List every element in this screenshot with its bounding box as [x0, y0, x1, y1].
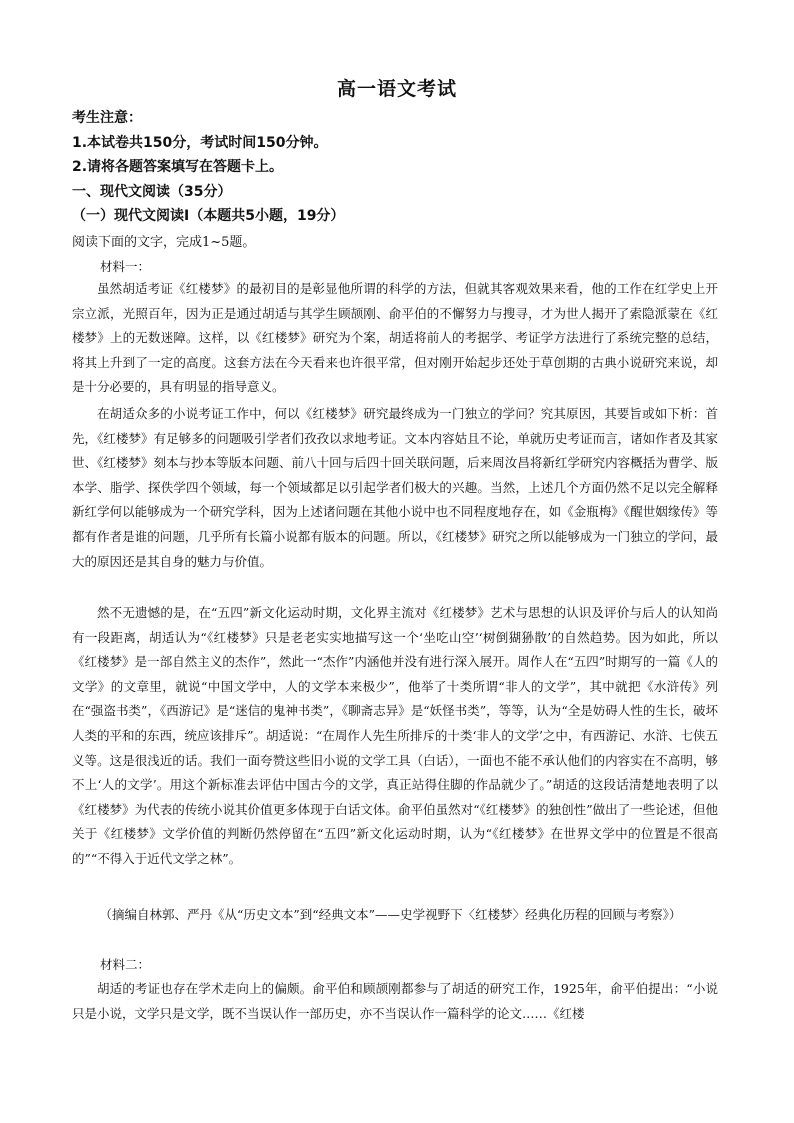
section-heading: 一、现代文阅读（35分） [72, 184, 232, 200]
material-1-paragraph-2: 在胡适众多的小说考证工作中，何以《红楼梦》研究最终成为一门独立的学问？究其原因，其要旨或如下析：首先，《红楼梦》有足够多的问题吸引学者们孜孜以求地考证。文本内容姑且不论，单就历史考证而言，诸如作者及其家世、《红楼梦》刻本与抄本等版本问题、前八十回与后四十回关联问题，后来周汝昌将新红学研究内容概括为曹学、版本学、脂学、探佚学四个领域，每一个领域都足以引起学者们极大的兴趣。当然，上述几个方面仍然不足以完全解释新红学何以能够成为一个研究学科，因为上述诸问题在其他小说中也不同程度地存在，如《金瓶梅》《醒世姻缘传》等都有作者是谁的问题，几乎所有长篇小说都有版本的问题。所以，《红楼梦》研究之所以能够成为一门独立的学问，最大的原因还是其自身的魅力与价值。 [72, 406, 718, 569]
exam-title: 高一语文考试 [336, 78, 457, 100]
subsection-heading: （一）现代文阅读Ⅰ（本题共5小题，19分） [72, 208, 345, 224]
material-2-paragraph-1: 胡适的考证也存在学术走向上的偏颇。俞平伯和顾颉刚都参与了胡适的研究工作，1925年，俞平伯提出：“小说只是小说，文学只是文学，既不当误认作一部历史，亦不当误认作一篇科学的论文……《红楼 [72, 981, 718, 1021]
reading-instruction: 阅读下面的文字，完成1~5题。 [72, 235, 256, 250]
material-1-paragraph-1: 虽然胡适考证《红楼梦》的最初目的是彰显他所谓的科学的方法，但就其客观效果来看，他的工作在红学史上开宗立派，光照百年，因为正是通过胡适与其学生顾颉刚、俞平伯的不懈努力与搜寻，才为世人揭开了索隐派蒙在《红楼梦》上的无数迷障。这样，以《红楼梦》研究为个案，胡适将前人的考据学、考证学方法进行了系统完整的总结，将其上升到了一定的高度。这套方法在今天看来也许很平常，但对刚开始起步还处于草创期的古典小说研究来说，却是十分必要的，具有明显的指导意义。 [72, 281, 718, 395]
material-1-source: （摘编自林郭、严丹《从“历史文本”到“经典文本”——史学视野下〈红楼梦〉经典化历程的回顾与考察》） [99, 907, 682, 922]
notice-heading: 考生注意： [72, 110, 142, 126]
notice-item-2: 2.请将各题答案填写在答题卡上。 [72, 159, 284, 175]
material-2-label: 材料二： [100, 957, 151, 972]
material-1-label: 材料一： [100, 259, 151, 274]
notice-item-1: 1.本试卷共150分，考试时间150分钟。 [72, 135, 328, 151]
material-1-paragraph-3: 然不无遗憾的是，在“五四”新文化运动时期，文化界主流对《红楼梦》艺术与思想的认识及评价与后人的认知尚有一段距离，胡适认为“《红楼梦》只是老老实实地描写这一个‘坐吃山空’‘树倒猢狲散’的自然趋势。因为如此，所以《红楼梦》是一部自然主义的杰作”，然此一“杰作”内涵他并没有进行深入展开。周作人在“五四”时期写的一篇《人的文学》的文章里，就说“中国文学中，人的文学本来极少”，他举了十类所谓“非人的文学”，其中就把《水浒传》列在“强盗书类”，《西游记》是“迷信的鬼神书类”，《聊斋志异》是“妖怪书类”，等等，认为“全是妨碍人性的生长，破坏人类的平和的东西，统应该排斥”。胡适说：“在周作人先生所排斥的十类‘非人的文学’之中，有西游记、水浒、七侠五义等。这是很浅近的话。我们一面夸赞这些旧小说的文学工具（白话），一面也不能不承认他们的内容实在不高明，够不上‘人的文学’。用这个新标准去评估中国古今的文学，真正站得住脚的作品就少了。”胡适的这段话清楚地表明了以《红楼梦》为代表的传统小说其价值更多体现于白话文体。俞平伯虽然对“《红楼梦》的独创性”做出了一些论述，但他关于《红楼梦》文学价值的判断仍然停留在“五四”新文化运动时期，认为“《红楼梦》在世界文学中的位置是不很高的”“不得入于近代文学之林”。 [72, 605, 718, 866]
